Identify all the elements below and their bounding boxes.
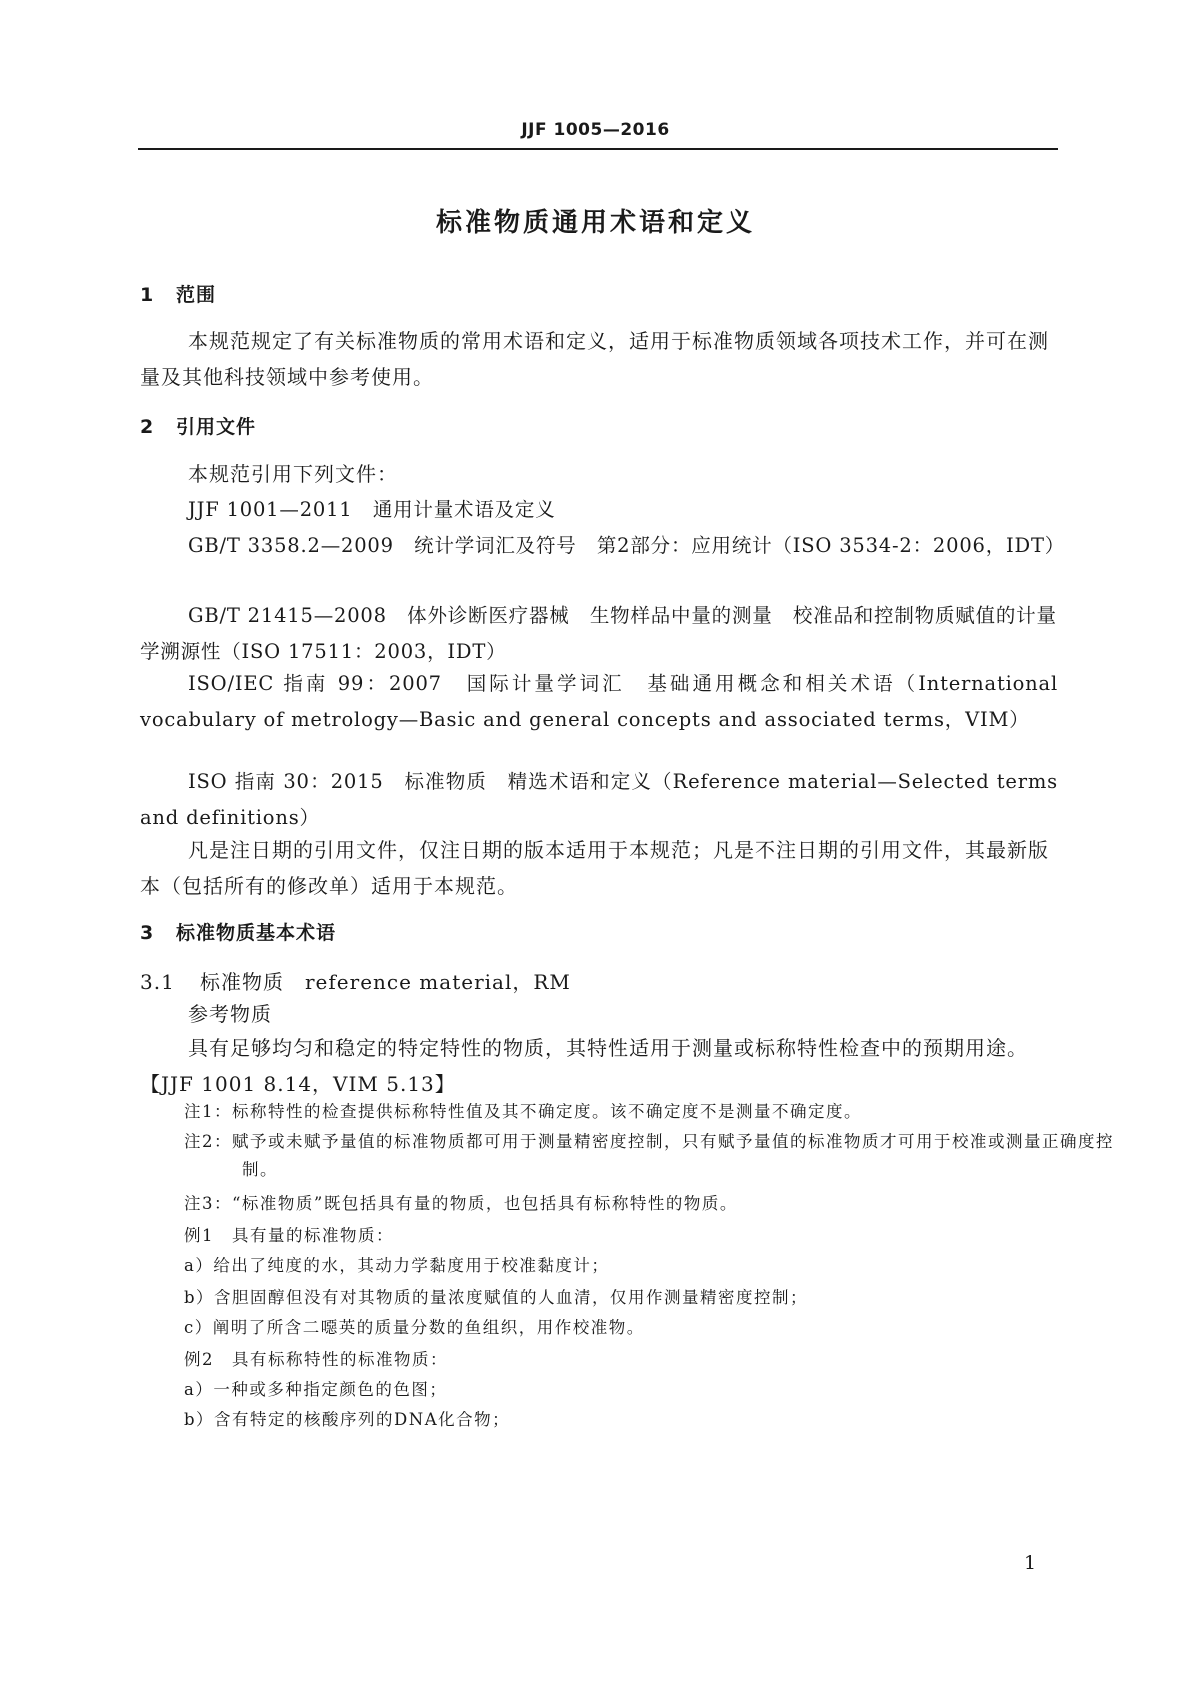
example-item: b）含有特定的核酸序列的DNA化合物； [184,1410,511,1429]
reference-item: GB/T 3358.2—2009 统计学词汇及符号 第2部分：应用统计（ISO 3534-2：2006，IDT） [188,534,1066,557]
term-number: 3.1 [140,970,175,994]
section-2-heading [140,412,256,439]
reference-item: ISO/IEC 指南 99：2007 国际计量学词汇 基础通用概念和相关术语（International vocabulary of metrology—Basic and general concepts and associated terms，VIM） [140,672,1058,731]
example-title: 例1 具有量的标准物质： [184,1226,394,1245]
section-title: 引用文件 [176,416,257,438]
standard-code-header: JJF 1005—2016 [521,120,670,140]
term-3-1 [140,966,571,995]
references-intro: 本规范引用下列文件： [188,462,398,486]
term-note: 注1：标称特性的检查提供标称特性值及其不确定度。该不确定度不是测量不确定度。 [184,1102,862,1121]
term-definition: 具有足够均匀和稳定的特定特性的物质，其特性适用于测量或标称特性检查中的预期用途。【JJF 1001 8.14，VIM 5.13】 [140,1036,1028,1096]
reference-item: ISO 指南 30：2015 标准物质 精选术语和定义（Reference material—Selected terms and definitions） [140,770,1058,829]
references-closing: 凡是注日期的引用文件，仅注日期的版本适用于本规范；凡是不注日期的引用文件，其最新版本（包括所有的修改单）适用于本规范。 [140,838,1049,898]
example-title: 例2 具有标称特性的标准物质： [184,1350,448,1369]
section-3-heading [140,918,336,945]
header-divider [138,148,1058,150]
term-alias: 参考物质 [188,1002,272,1026]
section-1-heading [140,280,216,307]
section-number: 2 [140,416,155,438]
section-1-paragraph: 本规范规定了有关标准物质的常用术语和定义，适用于标准物质领域各项技术工作，并可在测量及其他科技领域中参考使用。 [140,329,1049,389]
term-note: 注3：“标准物质”既包括具有量的物质，也包括具有标称特性的物质。 [184,1194,738,1213]
reference-item: JJF 1001—2011 通用计量术语及定义 [188,498,556,521]
document-title: 标准物质通用术语和定义 [435,208,755,238]
section-number: 3 [140,922,155,944]
section-number: 1 [140,284,155,306]
term-name: 标准物质 reference material，RM [200,970,571,994]
section-title: 范围 [176,284,217,306]
section-title: 标准物质基本术语 [176,922,337,944]
reference-item: GB/T 21415—2008 体外诊断医疗器械 生物样品中量的测量 校准品和控制物质赋值的计量学溯源性（ISO 17511：2003，IDT） [140,604,1057,663]
example-item: a）给出了纯度的水，其动力学黏度用于校准黏度计； [184,1256,610,1275]
example-item: b）含胆固醇但没有对其物质的量浓度赋值的人血清，仅用作测量精密度控制； [184,1288,809,1307]
term-note: 注2：赋予或未赋予量值的标准物质都可用于测量精密度控制，只有赋予量值的标准物质才可用于校准或测量正确度控制。 [184,1132,1114,1179]
page-number: 1 [1024,1552,1037,1574]
example-item: a）一种或多种指定颜色的色图； [184,1380,448,1399]
example-item: c）阐明了所含二噁英的质量分数的鱼组织，用作校准物。 [184,1318,645,1337]
